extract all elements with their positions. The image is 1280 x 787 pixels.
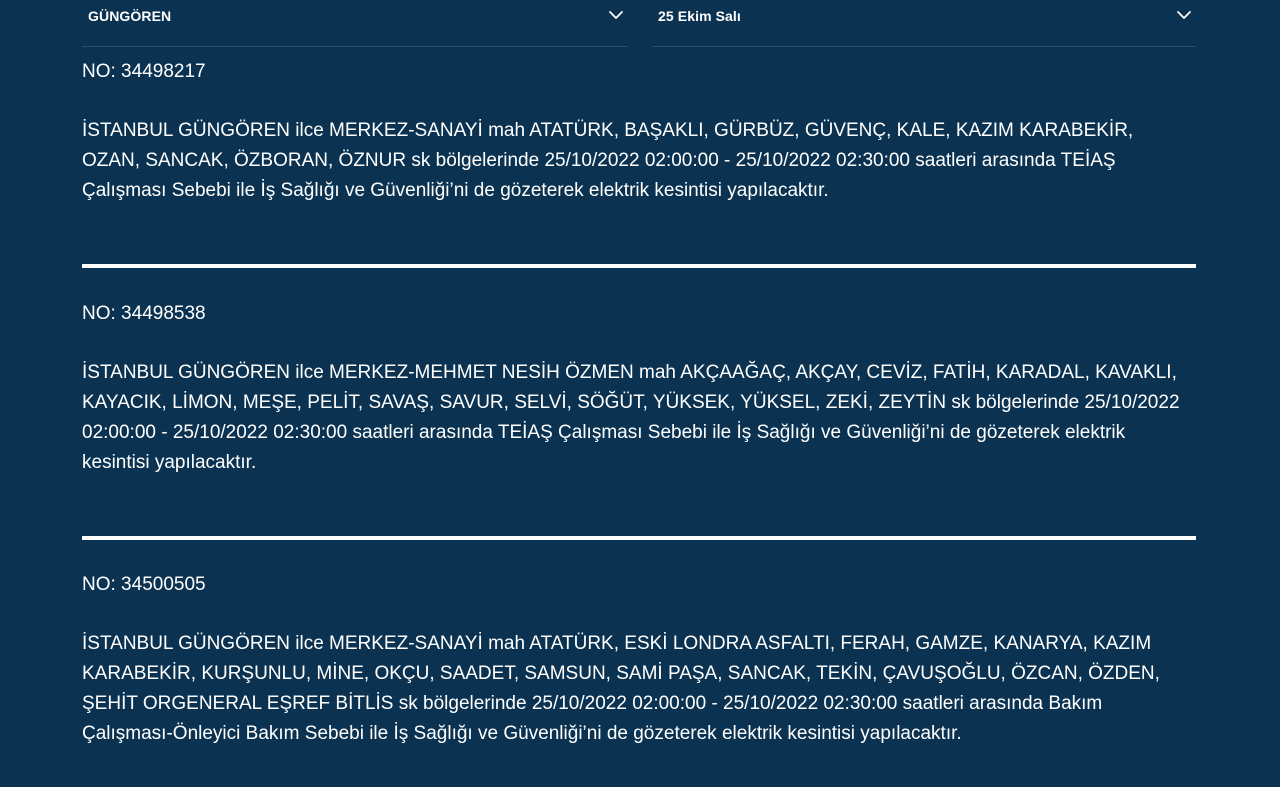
divider xyxy=(82,264,1196,268)
notice-text: İSTANBUL GÜNGÖREN ilce MERKEZ-SANAYİ mah ATATÜRK, ESKİ LONDRA ASFALTI, FERAH, GAMZE, KANARYA, KAZIM KARABEKİR, KURŞUNLU, MİNE, OKÇU, SAADET, SAMSUN, SAMİ PAŞA, SANCAK, TEKİN, ÇAVUŞOĞLU, ÖZCAN, ÖZDEN, ŞEHİT ORGENERAL EŞREF BİTLİS sk bölgelerinde 25/10/2022 02:00:00 - 25/10/2022 02:30:00 saatleri arasında Bakım Çalışması-Önleyici Bakım Sebebi ile İş Sağlığı ve Güvenliği’ni de gözeterek elektrik kesintisi yapılacaktır. xyxy=(82,633,1160,744)
notice-text: İSTANBUL GÜNGÖREN ilce MERKEZ-SANAYİ mah ATATÜRK, BAŞAKLI, GÜRBÜZ, GÜVENÇ, KALE, KAZIM KARABEKİR, OZAN, SANCAK, ÖZBORAN, ÖZNUR sk bölgelerinde 25/10/2022 02:00:00 - 25/10/2022 02:30:00 saatleri arasında TEİAŞ Çalışması Sebebi ile İş Sağlığı ve Güvenliği’ni de gözeterek elektrik kesintisi yapılacaktır. xyxy=(82,120,1134,201)
outage-notice xyxy=(82,303,1196,473)
notice-number: NO: 34498538 xyxy=(82,303,206,324)
notice-text: İSTANBUL GÜNGÖREN ilce MERKEZ-MEHMET NESİH ÖZMEN mah AKÇAAĞAÇ, AKÇAY, CEVİZ, FATİH, KARADAL, KAVAKLI, KAYACIK, LİMON, MEŞE, PELİT, SAVAŞ, SAVUR, SELVİ, SÖĞÜT, YÜKSEK, YÜKSEL, ZEKİ, ZEYTİN sk bölgelerinde 25/10/2022 02:00:00 - 25/10/2022 02:30:00 saatleri arasında TEİAŞ Çalışması Sebebi ile İş Sağlığı ve Güvenliği’ni de gözeterek elektrik kesintisi yapılacaktır. xyxy=(82,362,1180,473)
divider xyxy=(82,536,1196,540)
date-select[interactable] xyxy=(652,0,1196,47)
outage-notice xyxy=(82,61,1196,201)
chevron-down-icon xyxy=(608,9,624,21)
notice-number: NO: 34498217 xyxy=(82,61,206,82)
filter-bar xyxy=(82,0,1196,48)
date-select-value: 25 Ekim Salı xyxy=(658,8,741,24)
district-select[interactable] xyxy=(82,0,628,47)
district-select-value: GÜNGÖREN xyxy=(88,8,172,24)
chevron-down-icon xyxy=(1176,9,1192,21)
notice-number: NO: 34500505 xyxy=(82,574,206,595)
outage-notice xyxy=(82,574,1196,744)
